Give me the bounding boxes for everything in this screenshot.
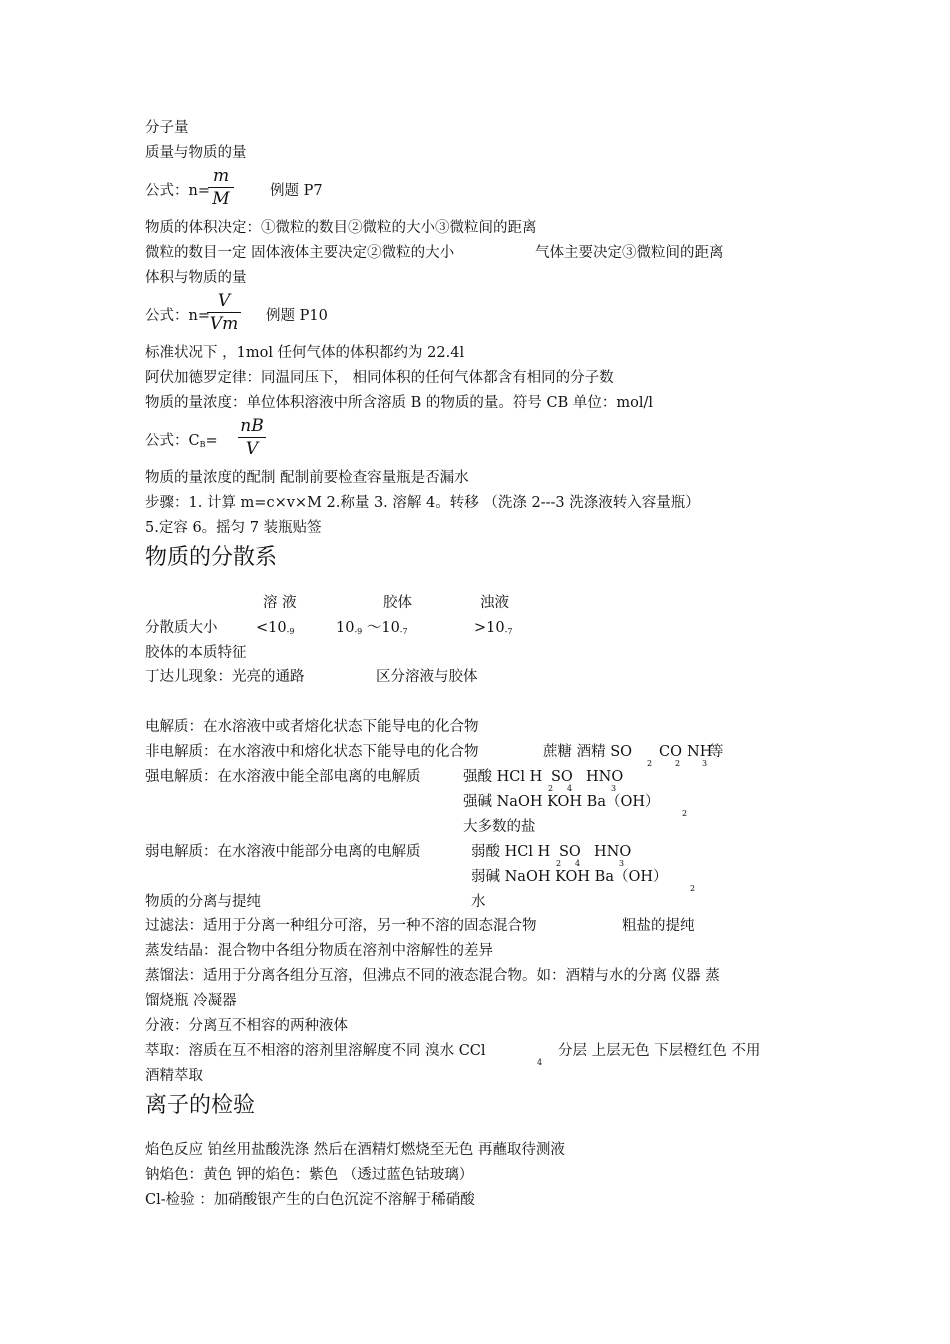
fraction bbox=[210, 165, 232, 210]
text-line: 分液：分离互不相容的两种液体 bbox=[145, 1018, 348, 1034]
section-heading: 离子的检验 bbox=[145, 1093, 256, 1118]
text-line: 馏烧瓶 冷凝器 bbox=[145, 993, 237, 1009]
cell-exponent: -9 bbox=[286, 627, 295, 636]
subscript: 2 bbox=[556, 859, 562, 868]
text-line: 强电解质：在水溶液中能全部电离的电解质 bbox=[145, 769, 421, 785]
text-line: 微粒的数目一定 固体液体主要决定②微粒的大小 bbox=[145, 245, 455, 261]
text-line: 质量与物质的量 bbox=[145, 145, 247, 161]
text-line: 物质的量浓度：单位体积溶液中所含溶质 B 的物质的量。符号 CB 单位：mol/l bbox=[145, 395, 653, 411]
subscript: 2 bbox=[690, 884, 696, 893]
formula-label bbox=[145, 431, 218, 455]
cell-value: 10 bbox=[336, 620, 355, 636]
cell-value: <10 bbox=[256, 620, 287, 636]
examples: 水 bbox=[471, 894, 486, 910]
cell-value: ～10 bbox=[366, 620, 400, 636]
example-ref: 例题 P7 bbox=[270, 183, 323, 199]
text-line: 分层 上层无色 下层橙红色 不用 bbox=[558, 1043, 761, 1059]
row-label: 分散质大小 bbox=[145, 620, 218, 636]
subscript: 2 bbox=[647, 759, 653, 768]
text-line: Cl-检验 ：加硝酸银产生的白色沉淀不溶解于稀硝酸 bbox=[145, 1192, 475, 1208]
formula-label: 公式：n= bbox=[145, 308, 210, 324]
table-cell bbox=[336, 618, 408, 642]
fraction bbox=[240, 415, 264, 460]
example-ref: 例题 P10 bbox=[266, 308, 328, 324]
text-line: 5.定容 6。摇匀 7 装瓶贴签 bbox=[145, 520, 322, 536]
formula-equals: = bbox=[205, 433, 218, 449]
cell-exponent: -9 bbox=[354, 627, 363, 636]
text-line: 物质的量浓度的配制 配制前要检查容量瓶是否漏水 bbox=[145, 470, 469, 486]
text-line: 蒸发结晶：混合物中各组分物质在溶剂中溶解性的差异 bbox=[145, 943, 493, 959]
fraction-numerator: V bbox=[217, 291, 231, 311]
formula-text: NH bbox=[687, 744, 713, 760]
column-header: 溶 液 bbox=[263, 595, 297, 611]
table-cell bbox=[256, 618, 294, 642]
subscript: 3 bbox=[611, 784, 617, 793]
examples: 强酸 HCl H bbox=[463, 769, 543, 785]
text-line: 区分溶液与胶体 bbox=[376, 669, 478, 685]
formula-text: HNO bbox=[594, 844, 632, 860]
fraction-numerator: m bbox=[212, 166, 230, 186]
table-cell bbox=[474, 618, 512, 642]
examples: 大多数的盐 bbox=[463, 819, 536, 835]
examples: 弱碱 NaOH KOH Ba（OH） bbox=[471, 869, 668, 885]
text-line: 电解质：在水溶液中或者熔化状态下能导电的化合物 bbox=[145, 719, 479, 735]
text-line: 步骤：1. 计算 m=c×v×M 2.称量 3. 溶解 4。转移 （洗涤 2---3 洗涤液转入容量瓶） bbox=[145, 495, 700, 511]
text-line: 弱电解质：在水溶液中能部分电离的电解质 bbox=[145, 844, 421, 860]
subscript: 2 bbox=[675, 759, 681, 768]
fraction-denominator: V bbox=[245, 439, 259, 459]
text-line: 物质的分离与提纯 bbox=[145, 894, 261, 910]
fraction-denominator: M bbox=[212, 189, 230, 209]
fraction-denominator: Vm bbox=[209, 314, 239, 334]
text-line: 萃取：溶质在互不相溶的溶剂里溶解度不同 溴水 CCl bbox=[145, 1043, 486, 1059]
text-line: 阿伏加德罗定律：同温同压下， 相同体积的任何气体都含有相同的分子数 bbox=[145, 370, 614, 386]
text-line: 体积与物质的量 bbox=[145, 270, 247, 286]
cell-exponent: -7 bbox=[399, 627, 408, 636]
subscript: 4 bbox=[537, 1058, 543, 1067]
text-line: 物质的体积决定：①微粒的数目②微粒的大小③微粒间的距离 bbox=[145, 220, 537, 236]
subscript: 4 bbox=[567, 784, 573, 793]
text-line: 焰色反应 铂丝用盐酸洗涤 然后在酒精灯燃烧至无色 再蘸取待测液 bbox=[145, 1142, 565, 1158]
fraction bbox=[209, 290, 239, 335]
subscript: 4 bbox=[575, 859, 581, 868]
column-header: 胶体 bbox=[383, 595, 412, 611]
column-header: 浊液 bbox=[480, 595, 509, 611]
formula-subscript: B bbox=[199, 440, 206, 449]
formula-text: SO bbox=[551, 769, 573, 785]
text-line: 粗盐的提纯 bbox=[622, 918, 695, 934]
text-line: 酒精萃取 bbox=[145, 1068, 203, 1084]
examples: 强碱 NaOH KOH Ba（OH） bbox=[463, 794, 660, 810]
text-line: 蒸馏法：适用于分离各组分互溶，但沸点不同的液态混合物。如：酒精与水的分离 仪器 蒸 bbox=[145, 968, 720, 984]
formula-text: SO bbox=[559, 844, 581, 860]
text-line: 过滤法：适用于分离一种组分可溶，另一种不溶的固态混合物 bbox=[145, 918, 537, 934]
examples: 弱酸 HCl H bbox=[471, 844, 551, 860]
section-heading: 物质的分散系 bbox=[145, 545, 278, 570]
text-line: 标准状况下 ，1mol 任何气体的体积都约为 22.4l bbox=[145, 345, 465, 361]
text-line: 气体主要决定③微粒间的距离 bbox=[535, 245, 724, 261]
formula-text: HNO bbox=[586, 769, 624, 785]
fraction-numerator: nB bbox=[240, 416, 264, 436]
subscript: 3 bbox=[619, 859, 625, 868]
text-line: 非电解质：在水溶液中和熔化状态下能导电的化合物 bbox=[145, 744, 479, 760]
text-line: 丁达儿现象：光亮的通路 bbox=[145, 669, 305, 685]
subscript: 2 bbox=[548, 784, 554, 793]
text-line: 分子量 bbox=[145, 120, 189, 136]
text-line: 钠焰色：黄色 钾的焰色：紫色 （透过蓝色钴玻璃） bbox=[145, 1167, 474, 1183]
text-line: 胶体的本质特征 bbox=[145, 645, 247, 661]
examples: 蔗糖 酒精 SO bbox=[543, 744, 633, 760]
formula-text: 等 bbox=[709, 744, 724, 760]
subscript: 2 bbox=[682, 809, 688, 818]
formula-text: CO bbox=[659, 744, 682, 760]
cell-exponent: -7 bbox=[504, 627, 513, 636]
formula-label-text: 公式：C bbox=[145, 433, 200, 449]
formula-label: 公式：n= bbox=[145, 183, 210, 199]
subscript: 3 bbox=[702, 759, 708, 768]
cell-value: >10 bbox=[474, 620, 505, 636]
